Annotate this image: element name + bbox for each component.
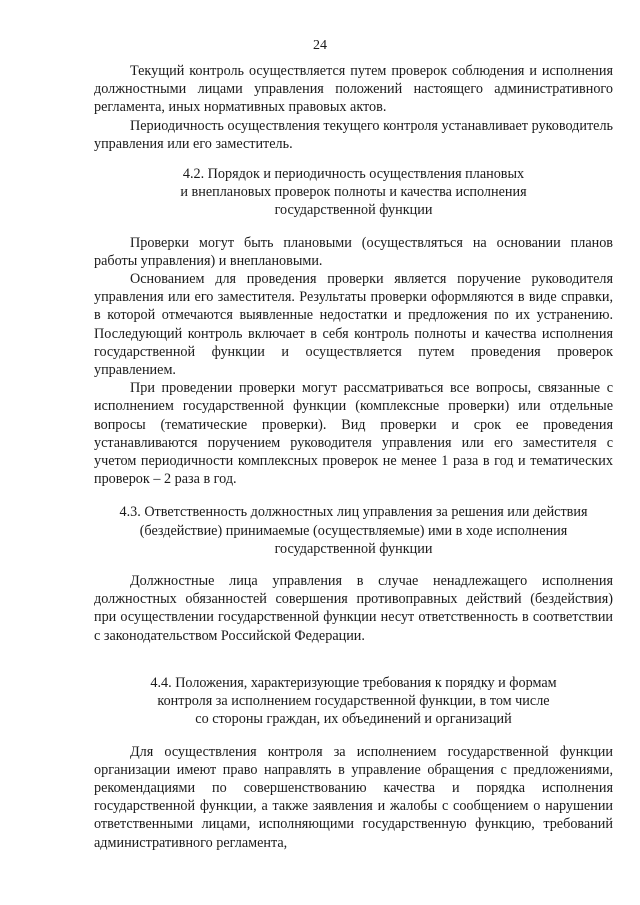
paragraph: Основанием для проведения проверки является поручение руководителя управления или его заместителя. Результаты проверки оформляются в виде справки, в которой отмечаются выявленные недостатки и предложения по их устранению. Последующий контроль включает в себя контроль полноты и качества исполнения государственной функции и осуществляется путем проведения проверок управлением. [94,271,613,379]
paragraph: При проведении проверки могут рассматриваться все вопросы, связанные с исполнением государственной функции (комплексные проверки) или отдельные вопросы (тематические проверки). Вид проверки и срок ее проведения устанавливаются поручением руководителя управления или его заместителя с учетом периодичности комплексных проверок не менее 1 раза в год и тематических проверок – 2 раза в год. [94,380,613,488]
heading-line: и внеплановых проверок полноты и качества исполнения [180,184,527,201]
page-number: 24 [313,38,327,53]
paragraph-control-periodicity: Периодичность осуществления текущего контроля устанавливает руководитель управления или его заместитель. [94,117,613,152]
heading-line: со стороны граждан, их объединений и организаций [195,711,512,728]
document-body [94,62,613,852]
section-4-3-heading [94,503,613,558]
paragraph-current-control: Текущий контроль осуществляется путем проверок соблюдения и исполнения должностными лицами управления положений настоящего административного регламента, иных нормативных правовых актов. [94,63,613,116]
section-4-4-heading [94,674,613,729]
heading-line: 4.2. Порядок и периодичность осуществления плановых [182,166,525,183]
paragraph: Для осуществления контроля за исполнением государственной функции организации имеют право направлять в управление обращения с предложениями, рекомендациями по совершенствованию качества и порядка исполнения государственной функции, а также заявления и жалобы с сообщением о нарушении ответственными лицами, исполняющими государственную функцию, требований административного регламента, [94,743,613,851]
section-4-3-body [94,572,613,645]
section-4-2-body [94,234,613,489]
heading-line: государственной функции [274,202,433,219]
heading-line: (бездействие) принимаемые (осуществляемые) ими в ходе исполнения [139,522,568,539]
heading-line: контроля за исполнением государственной функции, в том числе [157,693,550,710]
heading-line: 4.3. Ответственность должностных лиц управления за решения или действия [119,504,588,521]
section-4-2-heading [94,165,613,220]
heading-line: 4.4. Положения, характеризующие требования к порядку и формам [150,674,557,691]
heading-line: государственной функции [274,540,433,557]
paragraph: Проверки могут быть плановыми (осуществляться на основании планов работы управления) и внеплановыми. [94,234,613,269]
section-4-4-body [94,743,613,852]
paragraph: Должностные лица управления в случае ненадлежащего исполнения должностных обязанностей совершения противоправных действий (бездействия) при осуществлении государственной функции несут ответственность в соответствии с законодательством Российской Федерации. [94,573,613,644]
